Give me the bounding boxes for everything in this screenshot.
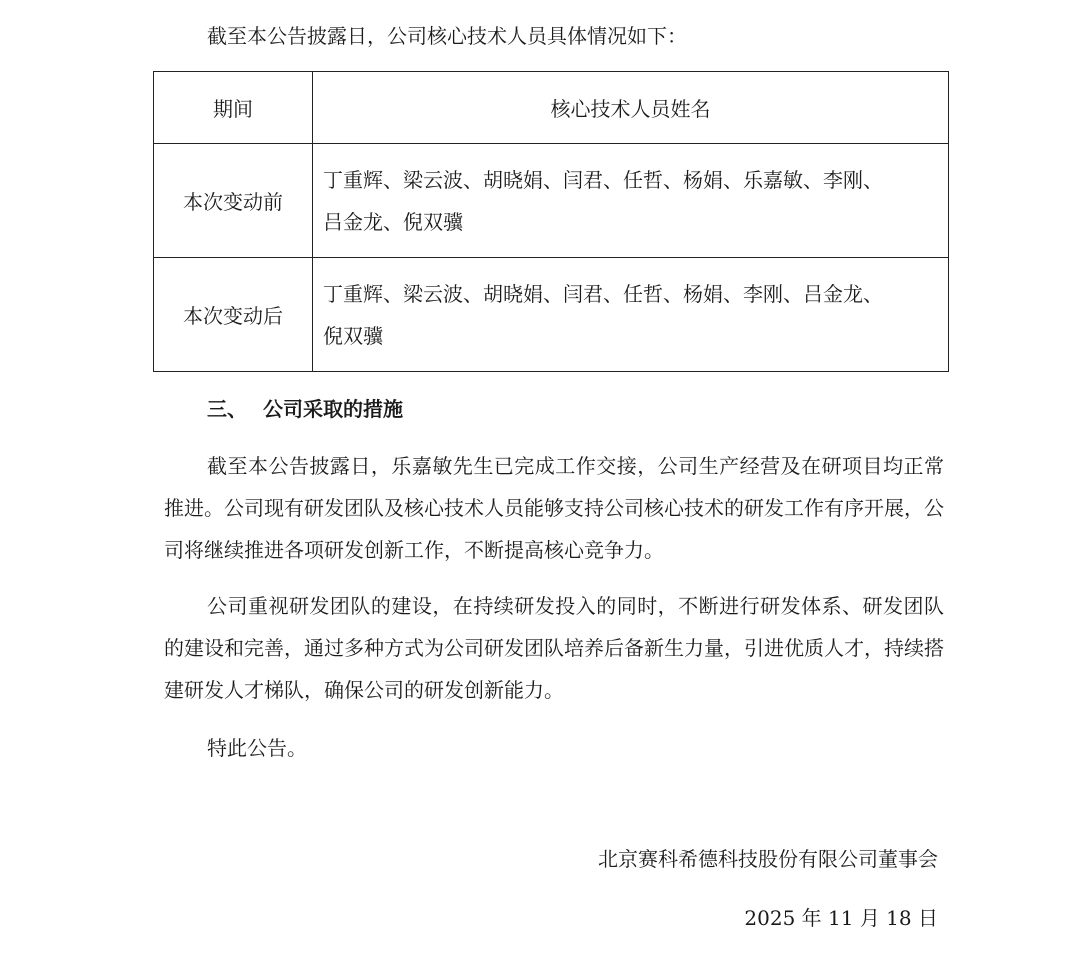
names-line: 倪双骥 [323,323,383,348]
names-line: 丁重辉、梁云波、胡晓娟、闫君、任哲、杨娟、李刚、吕金龙、 [323,281,883,306]
paragraph-measures: 截至本公告披露日，乐嘉敏先生已完成工作交接，公司生产经营及在研项目均正常推进。公司现有研发团队及核心技术人员能够支持公司核心技术的研发工作有序开展，公司将继续推进各项研发创新工作，不断提高核心竞争力。 [164,454,944,562]
header-names: 核心技术人员姓名 [313,72,949,144]
signer: 北京赛科希德科技股份有限公司董事会 [598,847,938,871]
row-period-after: 本次变动后 [154,258,313,372]
names-line: 吕金龙、倪双骥 [323,209,463,234]
closing-text: 特此公告。 [207,736,307,760]
paragraph-team: 公司重视研发团队的建设，在持续研发投入的同时，不断进行研发体系、研发团队的建设和完善，通过多种方式为公司研发团队培养后备新生力量，引进优质人才，持续搭建研发人才梯队，确保公司的研发创新能力。 [164,594,944,702]
row-names-after [313,258,949,372]
announcement-date: 2025 年 11 月 18 日 [744,906,938,930]
section-title: 公司采取的措施 [263,397,403,421]
intro-text: 截至本公告披露日，公司核心技术人员具体情况如下： [207,24,687,48]
section-heading [207,394,403,424]
core-staff-table [153,71,949,372]
header-period: 期间 [154,72,313,144]
table-row [154,258,949,372]
names-line: 丁重辉、梁云波、胡晓娟、闫君、任哲、杨娟、乐嘉敏、李刚、 [323,167,883,192]
table-header-row [154,72,949,144]
row-names-before [313,144,949,258]
row-period-before: 本次变动前 [154,144,313,258]
table-row [154,144,949,258]
section-number: 三、 [207,397,247,421]
